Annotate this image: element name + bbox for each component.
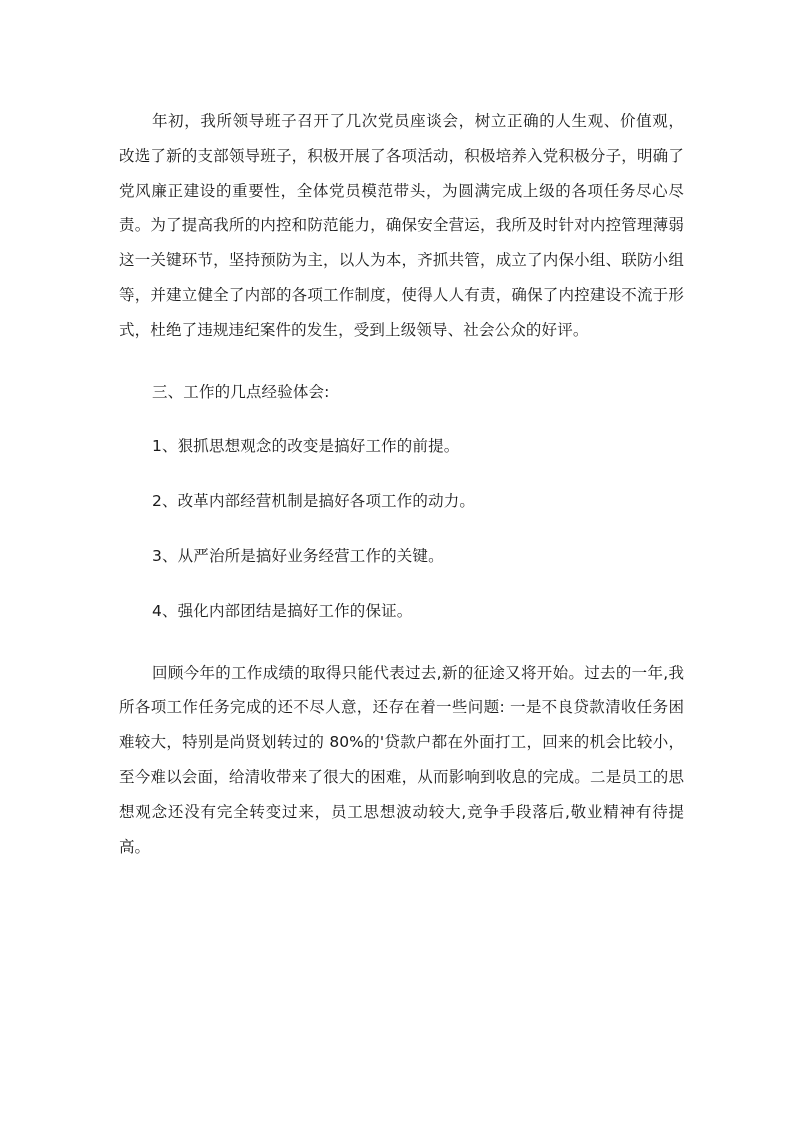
list-item-experience-3: 3、从严治所是搞好业务经营工作的关键。: [152, 546, 444, 565]
section-heading-experience: 三、工作的几点经验体会:: [152, 382, 330, 401]
list-item-experience-4: 4、强化内部团结是搞好工作的保证。: [152, 601, 413, 620]
list-item-experience-2: 2、改革内部经营机制是搞好各项工作的动力。: [152, 492, 476, 511]
list-item-experience-1: 1、狠抓思想观念的改变是搞好工作的前提。: [152, 437, 460, 456]
paragraph-review-problems: 回顾今年的工作成绩的取得只能代表过去,新的征途又将开始。过去的一年,我所各项工作任务完成的还不尽人意，还存在着一些问题: 一是不良贷款清收任务困难较大，特别是尚贤划转过的 80%的'贷款户都在外面打工，回来的机会比较小，至今难以会面，给清收带来了很大的困难，从而影响到收息的完成。二是员工的思想观念还没有完全转变过来，员工思想波动较大,竞争手段落后,敬业精神有待提高。: [119, 663, 684, 856]
paragraph-party-building: 年初，我所领导班子召开了几次党员座谈会，树立正确的人生观、价值观，改选了新的支部领导班子，积极开展了各项活动，积极培养入党积极分子，明确了党风廉正建设的重要性，全体党员模范带头，为圆满完成上级的各项任务尽心尽责。为了提高我所的内控和防范能力，确保安全营运，我所及时针对内控管理薄弱这一关键环节，坚持预防为主，以人为本，齐抓共管，成立了内保小组、联防小组等，并建立健全了内部的各项工作制度，使得人人有责，确保了内控建设不流于形式，杜绝了违规违纪案件的发生，受到上级领导、社会公众的好评。: [119, 112, 684, 339]
document-body: [119, 104, 684, 864]
